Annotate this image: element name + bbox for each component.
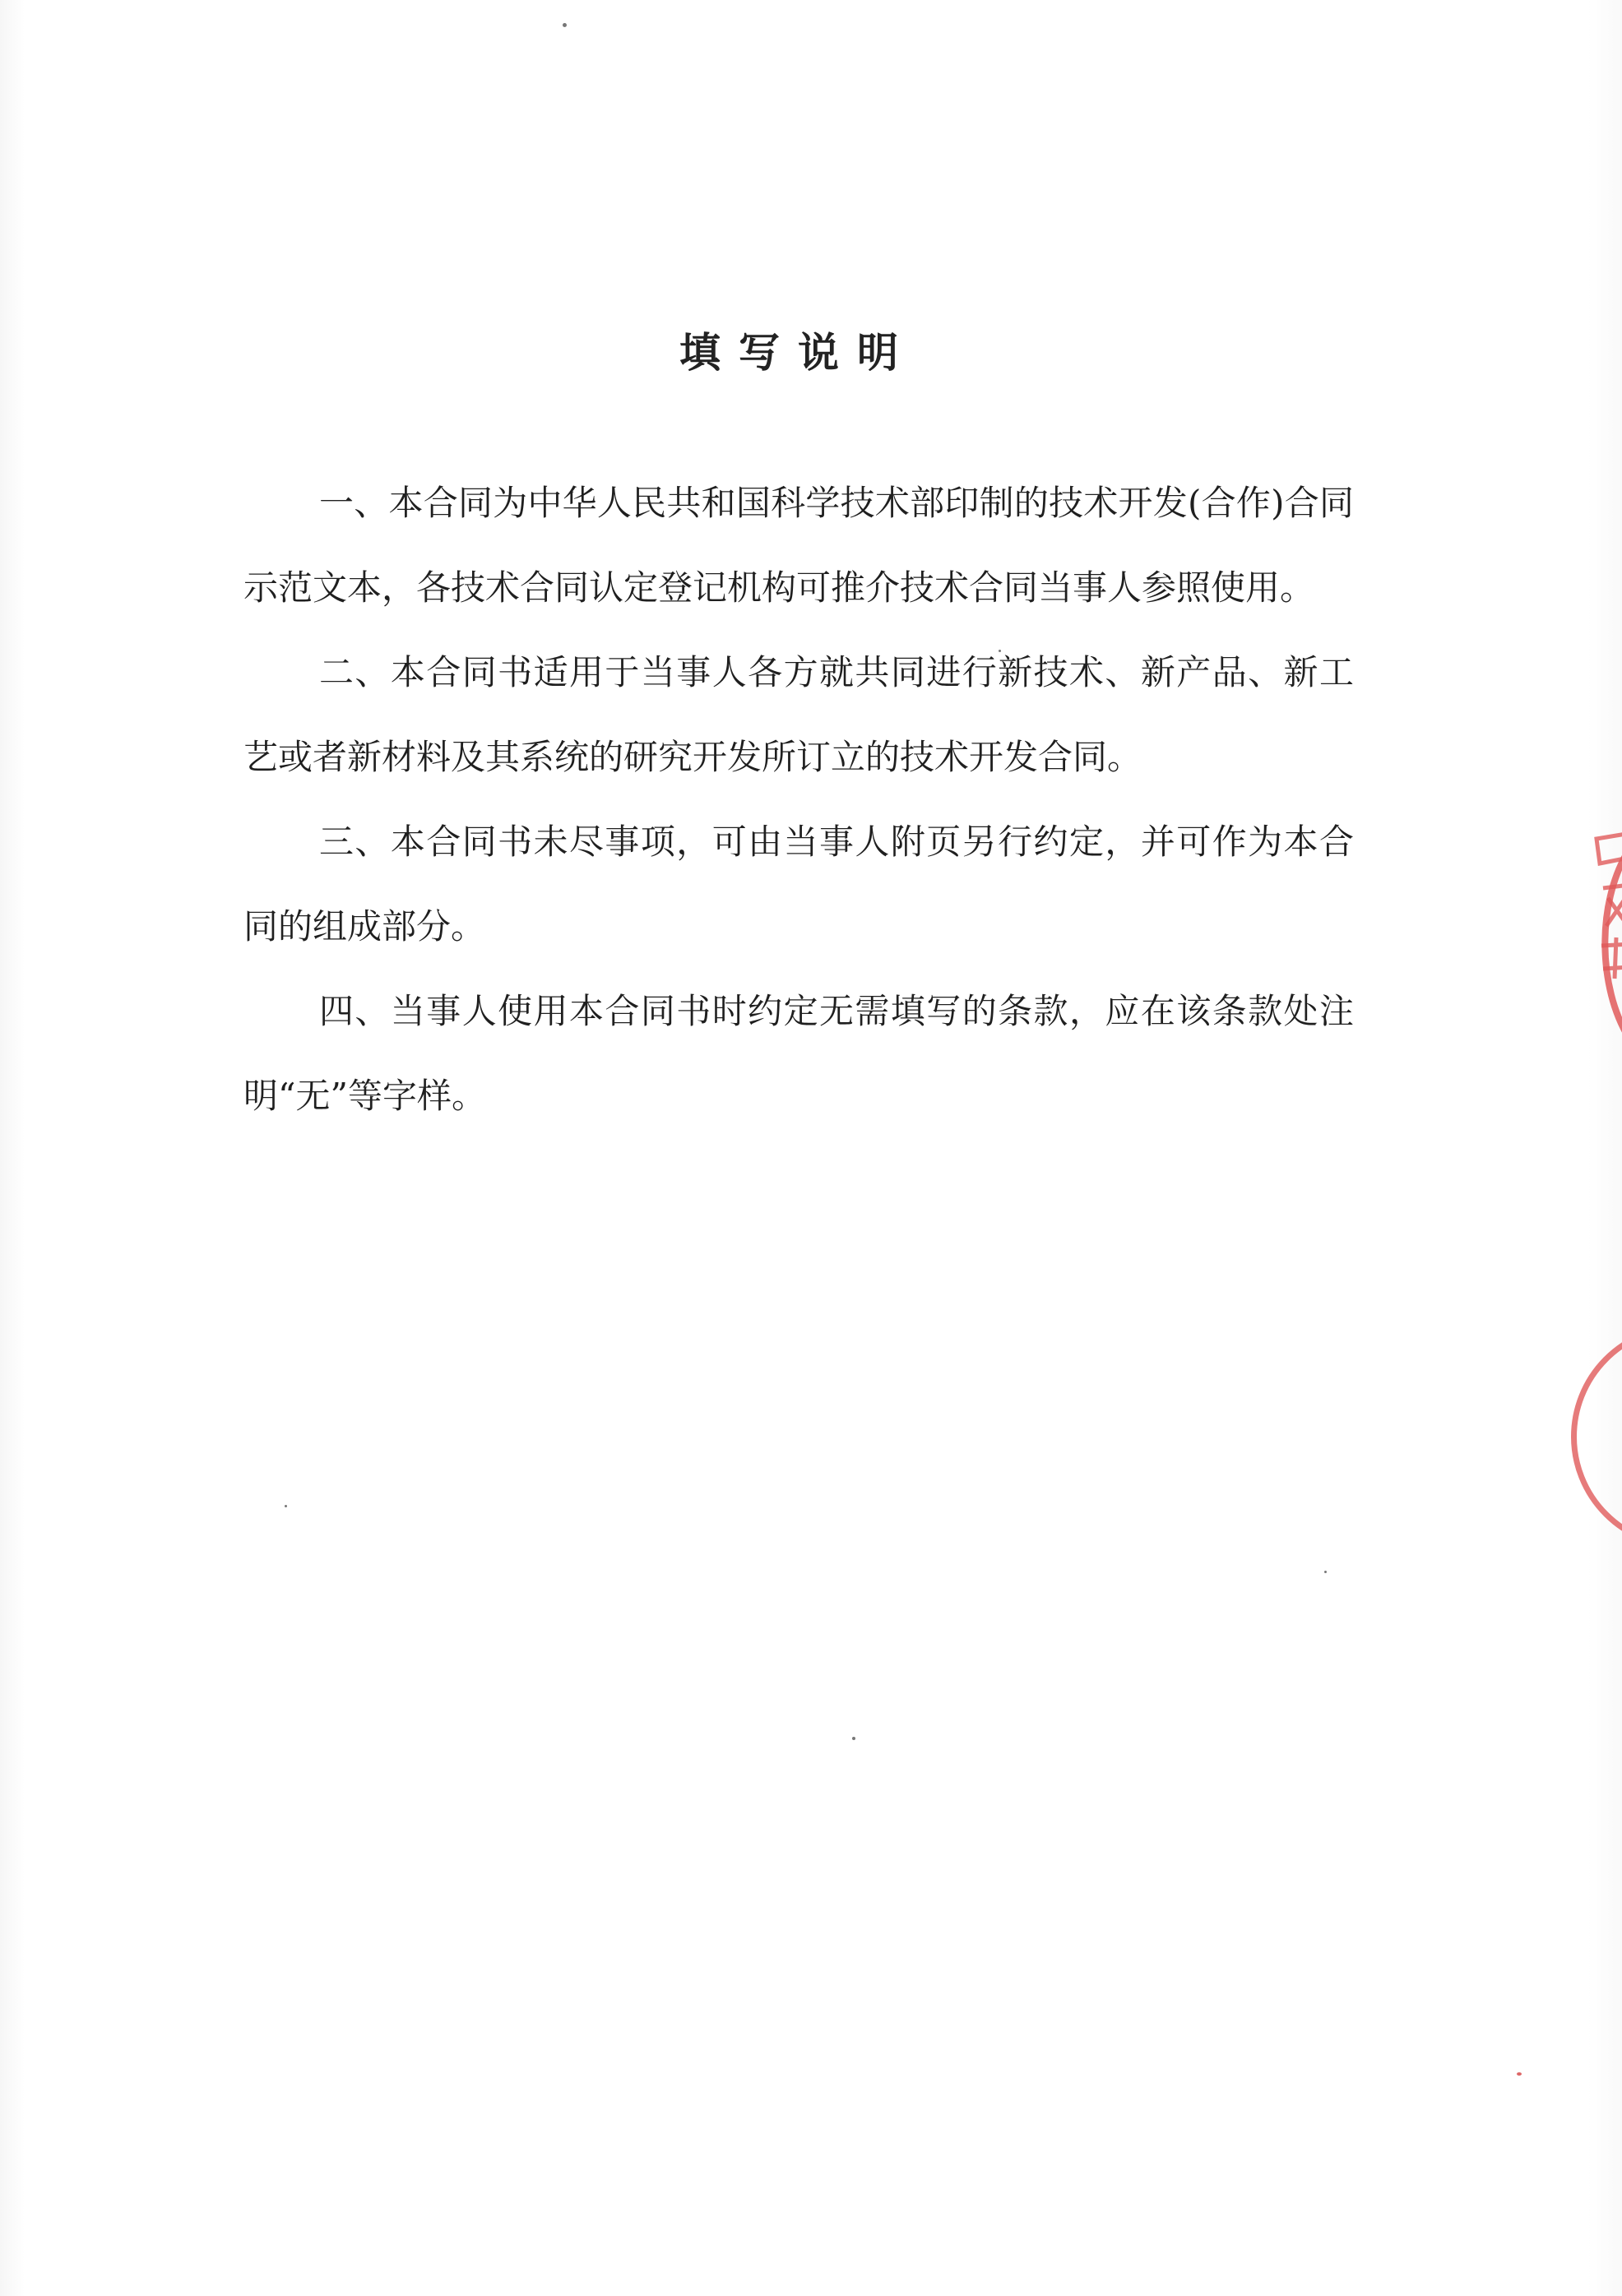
paragraph-4: 四、当事人使用本合同书时约定无需填写的条款，应在该条款处注明“无”等字样。 bbox=[243, 991, 1354, 1116]
document-body bbox=[243, 461, 1354, 1138]
scan-speck bbox=[563, 23, 567, 27]
paragraph-1: 一、本合同为中华人民共和国科学技术部印制的技术开发(合作)合同示范文本，各技术合同认定登记机构可推介技术合同当事人参照使用。 bbox=[243, 483, 1354, 608]
seal-stamp-round bbox=[1571, 1324, 1622, 1549]
scan-speck bbox=[285, 1505, 287, 1507]
paragraph-2: 二、本合同书适用于当事人各方就共同进行新技术、新产品、新工艺或者新材料及其系统的研究开发所订立的技术开发合同。 bbox=[243, 652, 1354, 777]
document-title: 填写说明 bbox=[679, 327, 916, 377]
scan-speck bbox=[852, 1737, 855, 1740]
paragraph-3: 三、本合同书未尽事项，可由当事人附页另行约定，并可作为本合同的组成部分。 bbox=[243, 822, 1354, 947]
scan-speck bbox=[1324, 1571, 1327, 1573]
scan-speck bbox=[1517, 2072, 1522, 2076]
seal-stamp-partial bbox=[1546, 806, 1622, 1069]
